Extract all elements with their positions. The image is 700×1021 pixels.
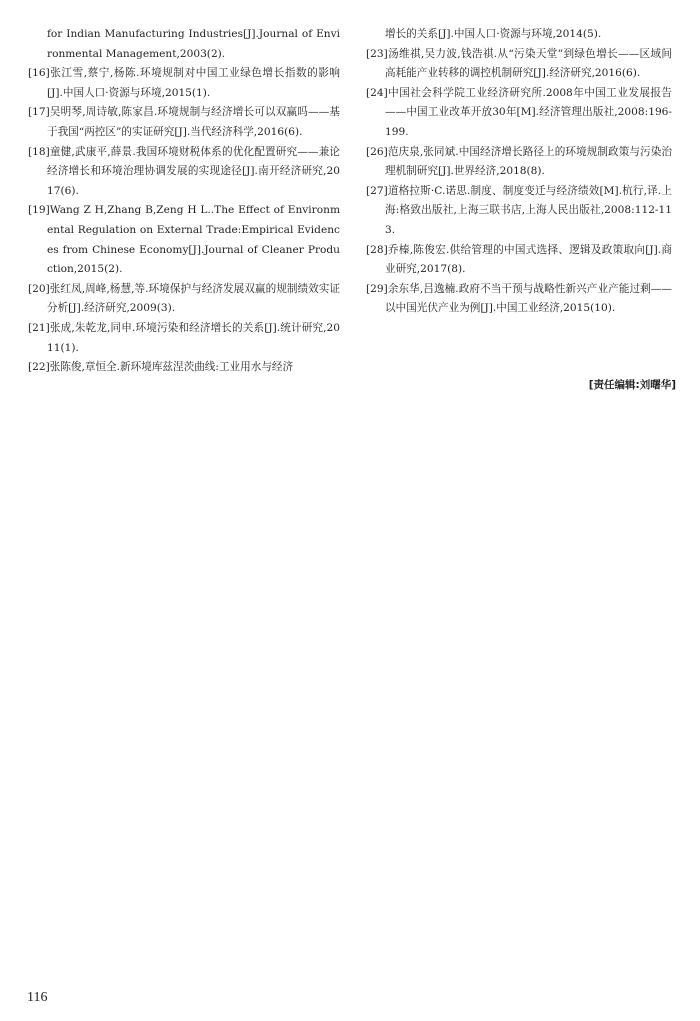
- references-left-column: [28, 25, 340, 378]
- reference-16: [16]张江雪,蔡宁,杨陈.环境规制对中国工业绿色增长指数的影响[J].中国人口·资源与环境,2015(1).: [28, 67, 340, 99]
- page-number: 116: [27, 990, 48, 1005]
- reference-23: [23]汤维祺,吴力波,钱浩祺.从“污染天堂”到绿色增长——区域间高耗能产业转移的调控机制研究[J].经济研究,2016(6).: [366, 47, 672, 80]
- reference-17: [17]吴明琴,周诗敏,陈家昌.环境规制与经济增长可以双赢吗——基于我国“两控区”的实证研究[J].当代经济科学,2016(6).: [28, 106, 340, 138]
- reference-26: [26]范庆泉,张同斌.中国经济增长路径上的环境规制政策与污染治理机制研究[J].世界经济,2018(8).: [366, 145, 672, 178]
- reference-29: [29]余东华,吕逸楠.政府不当干预与战略性新兴产业产能过剩——以中国光伏产业为例[J].中国工业经济,2015(10).: [366, 282, 672, 315]
- reference-24: [24]中国社会科学院工业经济研究所.2008年中国工业发展报告——中国工业改革开放30年[M].经济管理出版社,2008:196-199.: [366, 86, 672, 138]
- reference-27: [27]道格拉斯·C.诺思.制度、制度变迁与经济绩效[M].杭行,译.上海:格致出版社,上海三联书店,上海人民出版社,2008:112-113.: [366, 184, 672, 236]
- references-right-column: [366, 25, 672, 319]
- reference-22-continuation: 增长的关系[J].中国人口·资源与环境,2014(5).: [385, 28, 602, 40]
- reference-20: [20]张红凤,周峰,杨慧,等.环境保护与经济发展双赢的规制绩效实证分析[J].经济研究,2009(3).: [28, 282, 340, 315]
- reference-15-continuation: for Indian Manufacturing Industries[J].Journal of Environmental Management,2003(2).: [47, 28, 340, 60]
- reference-22: [22]张陈俊,章恒全.新环境库兹涅茨曲线:工业用水与经济: [28, 361, 294, 374]
- responsible-editor: [责任编辑:刘曙华]: [588, 379, 676, 391]
- reference-21: [21]张成,朱乾龙,同申.环境污染和经济增长的关系[J].统计研究,2011(1).: [28, 321, 340, 354]
- reference-18: [18]童健,武康平,薛景.我国环境财税体系的优化配置研究——兼论经济增长和环境治理协调发展的实现途径[J].南开经济研究,2017(6).: [28, 145, 340, 197]
- reference-19: [19]Wang Z H,Zhang B,Zeng H L..The Effect of Environmental Regulation on External Trade:Empirical Evidences from Chinese Economy[J].Journal of Cleaner Production,2015(2).: [28, 204, 340, 276]
- reference-28: [28]乔榛,陈俊宏.供给管理的中国式选择、逻辑及政策取向[J].商业研究,2017(8).: [366, 243, 672, 276]
